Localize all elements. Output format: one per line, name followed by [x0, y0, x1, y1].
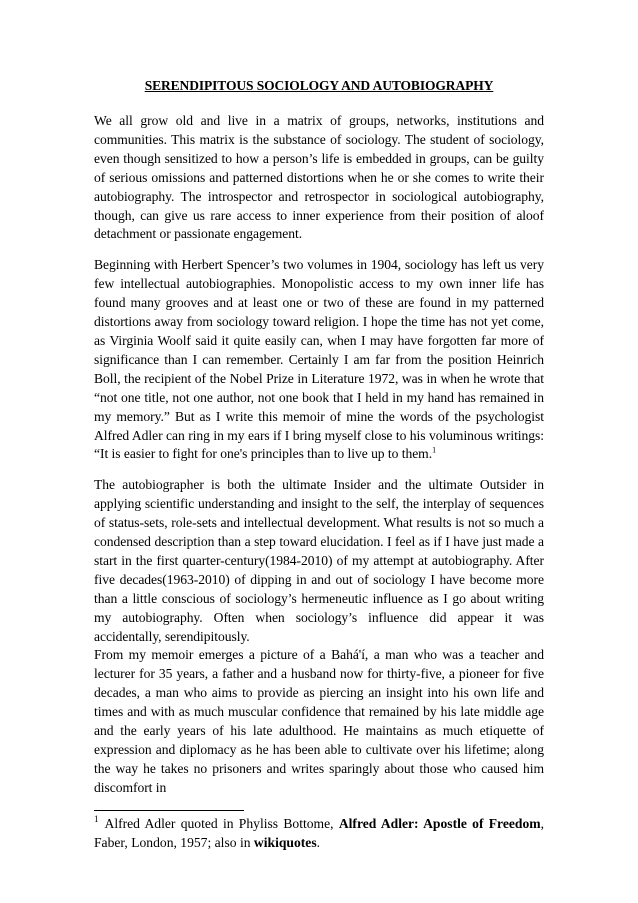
footnote-middle: , Faber, London, 1957; also in: [94, 815, 544, 850]
footnote-book-title: Alfred Adler: Apostle of Freedom: [338, 815, 541, 831]
footnote-source: wikiquotes: [253, 834, 317, 850]
document-page: [94, 64, 544, 853]
paragraph-1: We all grow old and live in a matrix of groups, networks, institutions and communities. This matrix is the substance of sociology. The student of sociology, even though sensitized to how a person’s life is embedded in groups, can be guilty of serious omissions and patterned distortions when he or she comes to write their autobiography. The introspector and retrospector in sociological autobiography, though, can give us rare access to inner experience from their position of aloof detachment or passionate engagement.: [94, 113, 544, 242]
paragraph-4: From my memoir emerges a picture of a Bahá'í, a man who was a teacher and lecturer for 35 years, a father and a husband now for thirty-five, a pioneer for five decades, a man who aims to provide as piercing an insight into his own life and times and with as much muscular confidence that remained by his late middle age and the early years of his late adulthood. He maintains as much etiquette of expression and diplomacy as he has been able to cultivate over his lifetime; along the way he takes no prisoners and writes sparingly about those who caused him discomfort in: [94, 647, 544, 795]
footnote-divider: [94, 810, 244, 811]
paragraph-3: The autobiographer is both the ultimate Insider and the ultimate Outsider in applying scientific understanding and insight to the self, the interplay of sequences of status-sets, role-sets and intellectual development. What results is not so much a condensed description than a step toward elucidation. I feel as if I have just made a start in the first quarter-century(1984-2010) of my attempt at autobiography. After five decades(1963-2010) of dipping in and out of sociology I have become more than a little conscious of sociology’s hermeneutic influence as I go about writing my autobiography. Often when sociology’s influence did appear it was accidentally, serendipitously.: [94, 477, 544, 644]
paragraph-2: [94, 256, 544, 464]
footnote-reference[interactable]: 1: [432, 445, 437, 455]
footnote-lead: Alfred Adler quoted in Phyliss Bottome,: [104, 815, 339, 831]
footnote-end: .: [316, 834, 321, 850]
paragraph-2-text: Beginning with Herbert Spencer’s two volumes in 1904, sociology has left us very few intellectual autobiographies. Monopolistic access to my own inner life has found many grooves and at least one or two of these are found in my patterned distortions away from sociology toward religion. I hope the time has not yet come, as Virginia Woolf said it quite easily can, when I may have forgotten far more of significance than I can remember. Certainly I am far from the position Heinrich Boll, the recipient of the Nobel Prize in Literature 1972, was in when he wrote that “not one title, not one author, not one book that I held in my hand has remained in my memory.” But as I write this memoir of mine the words of the psychologist Alfred Adler can ring in my ears if I bring myself close to his voluminous writings: “It is easier to fight for one's principles than to live up to them.: [94, 257, 544, 462]
footnote: [94, 815, 544, 853]
footnote-number: 1: [94, 814, 99, 825]
page-title: SERENDIPITOUS SOCIOLOGY AND AUTOBIOGRAPHY: [144, 78, 494, 93]
